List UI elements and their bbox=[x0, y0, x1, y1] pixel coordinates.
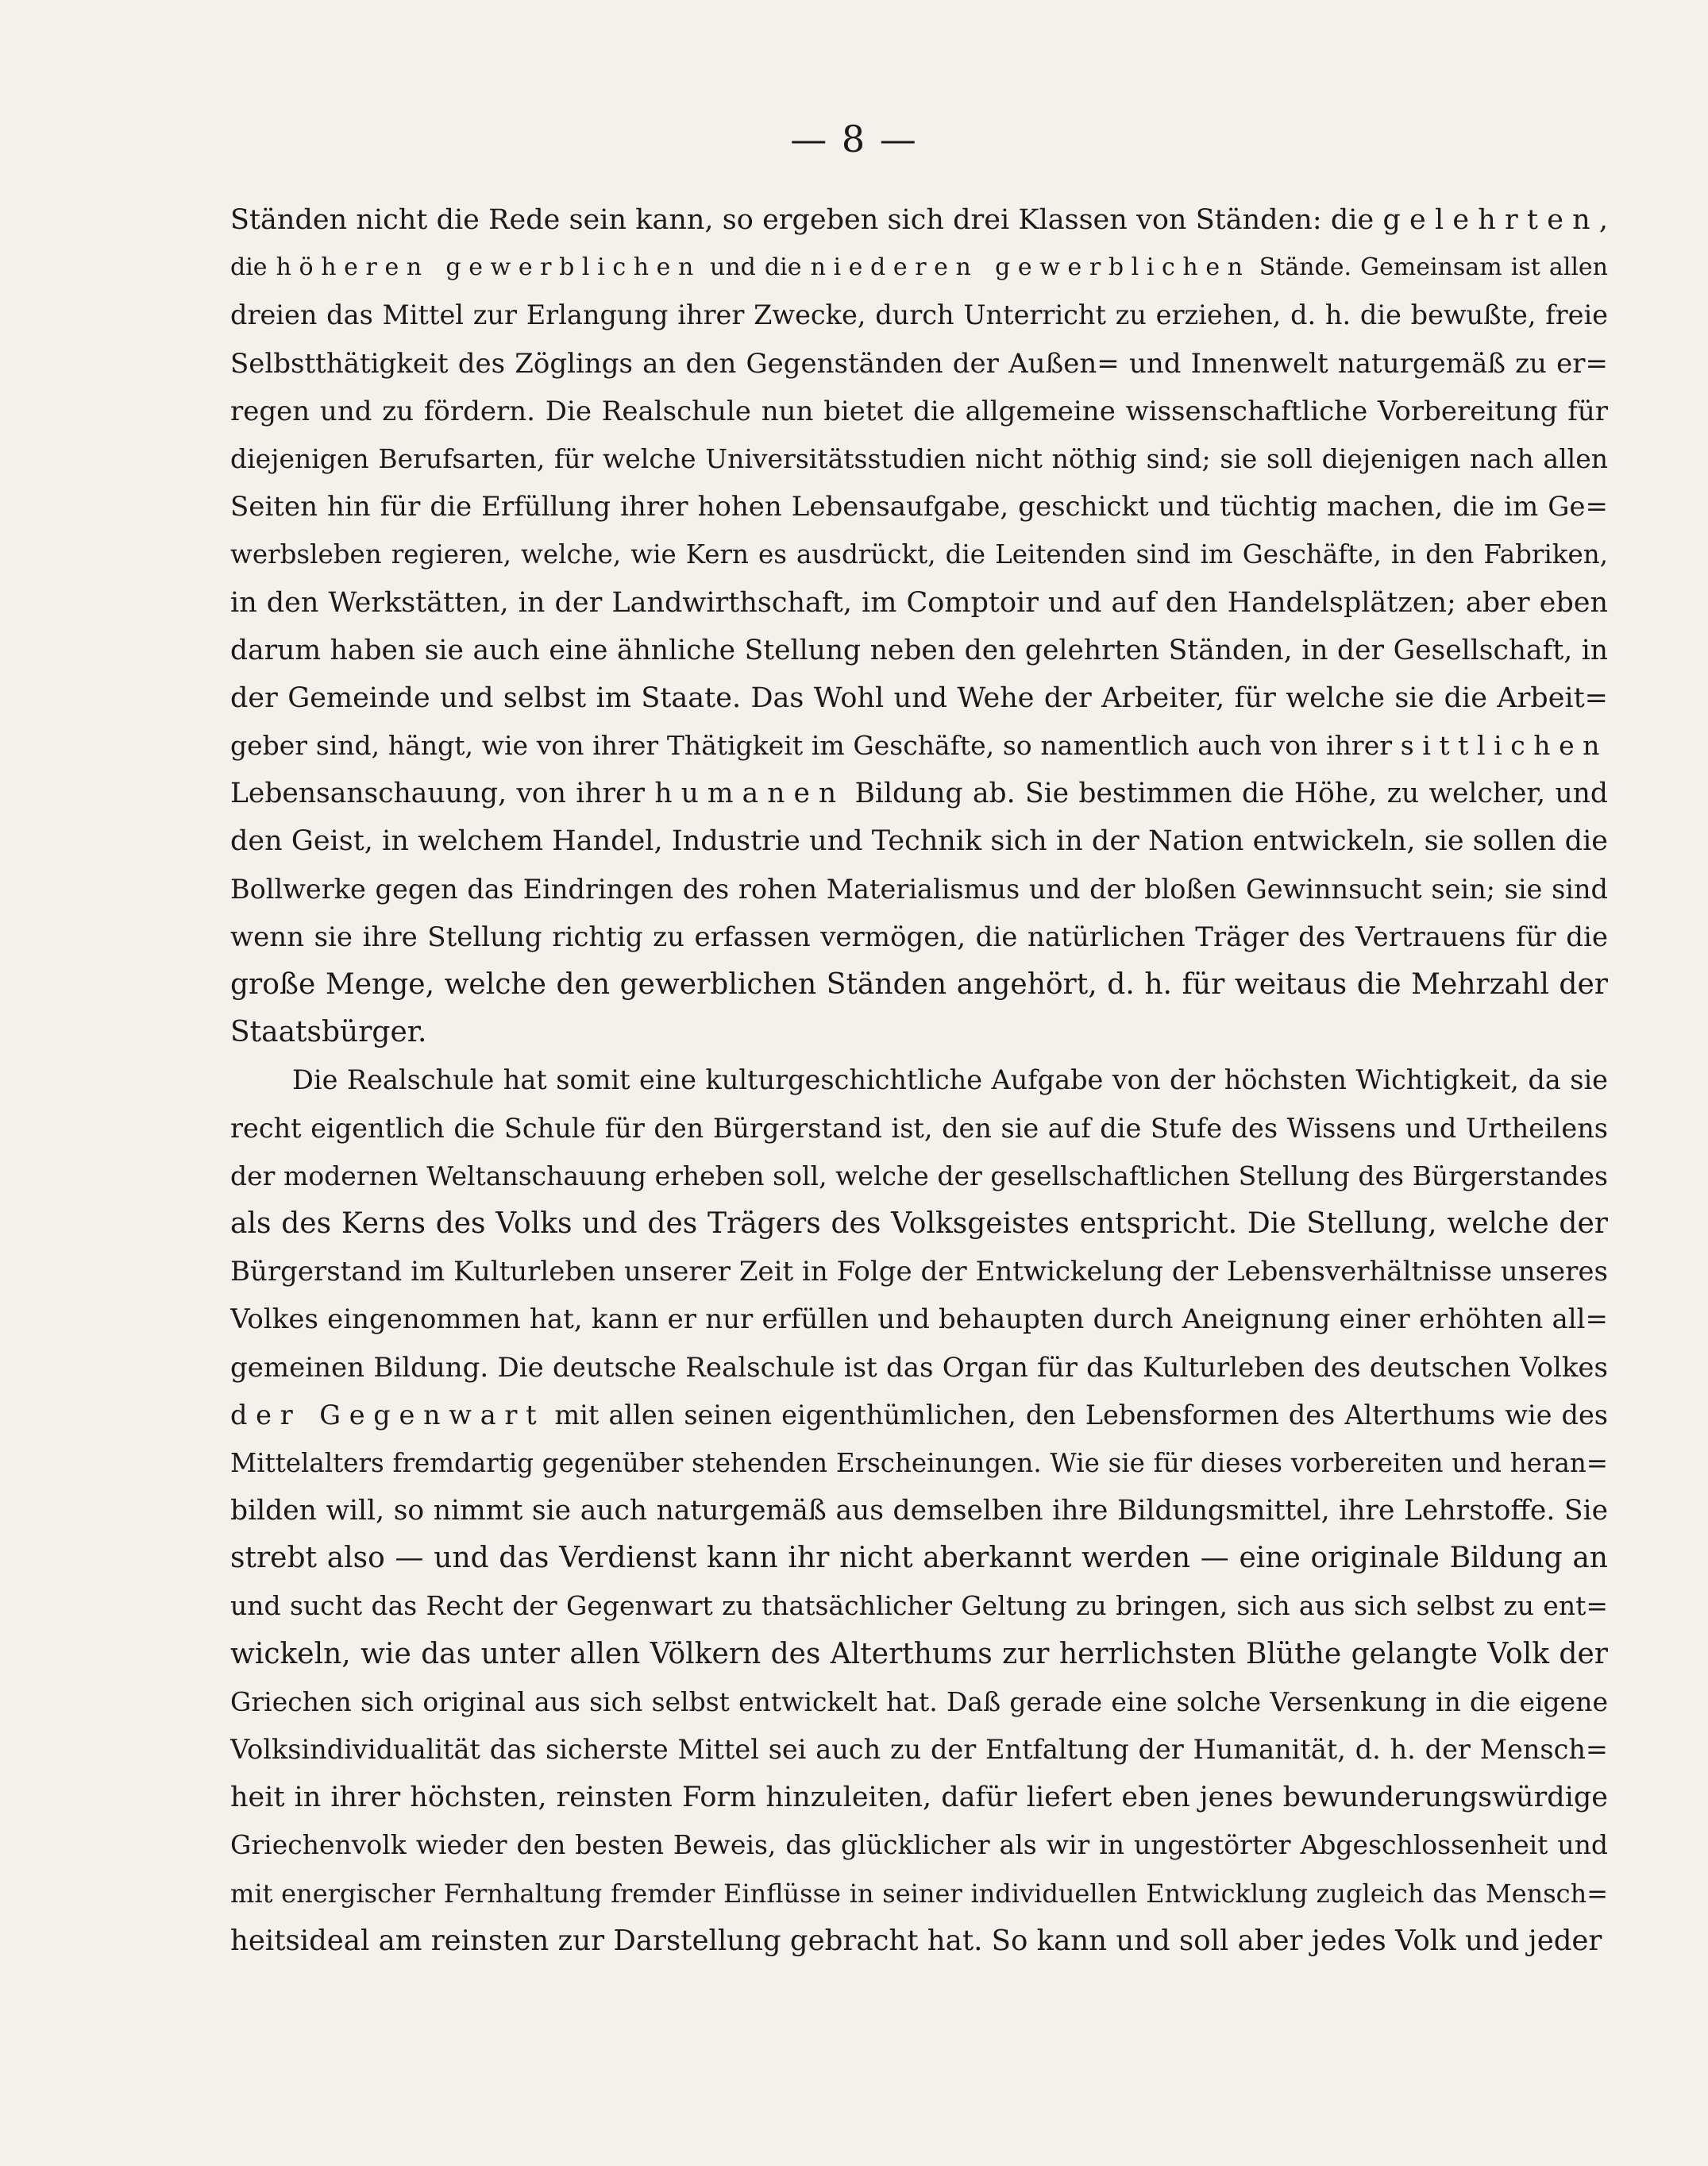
text-run: Ständen nicht die Rede sein kann, so ergeben sich drei Klassen von Ständen: die bbox=[230, 204, 1383, 236]
text-run: und die bbox=[700, 253, 811, 282]
text-run: regen und zu fördern. Die Realschule nun bietet die allgemeine wissenschaftliche Vorbereitung für bbox=[230, 395, 1608, 427]
text-run: als des Kerns des Volks und des Trägers des Volksgeistes entspricht. Die Stellung, welche der bbox=[230, 1207, 1608, 1240]
text-run: heitsideal am reinsten zur Darstellung gebracht hat. So kann und soll aber jedes Volk und jeder bbox=[230, 1924, 1602, 1957]
text-line bbox=[230, 770, 1608, 817]
text-line bbox=[230, 1631, 1608, 1678]
text-run: Griechen sich original aus sich selbst entwickelt hat. Daß gerade eine solche Versenkung in die eigene bbox=[230, 1685, 1608, 1717]
text-line bbox=[230, 1487, 1608, 1535]
text-line bbox=[230, 292, 1608, 339]
text-run: der Gemeinde und selbst im Staate. Das Wohl und Wehe der Arbeiter, für welche sie die Arbeit= bbox=[230, 681, 1608, 714]
text-run: Selbstthätigkeit des Zöglings an den Gegenständen der Außen= und Innenwelt naturgemäß zu er= bbox=[230, 347, 1608, 380]
text-run: diejenigen Berufsarten, für welche Universitätsstudien nicht nöthig sind; sie soll diejenigen nach allen bbox=[230, 442, 1608, 474]
text-run: bilden will, so nimmt sie auch naturgemäß aus demselben ihre Bildungsmittel, ihre Lehrstoffe. Sie bbox=[230, 1495, 1608, 1527]
text-run: recht eigentlich die Schule für den Bürgerstand ist, den sie auf die Stufe des Wissens und Urtheilens bbox=[230, 1112, 1608, 1144]
text-run: Volkes eingenommen hat, kann er nur erfüllen und behaupten durch Aneignung einer erhöhten all= bbox=[230, 1303, 1608, 1336]
text-line bbox=[230, 1582, 1608, 1630]
text-line bbox=[230, 627, 1608, 674]
text-run: den Geist, in welchem Handel, Industrie und Technik sich in der Nation entwickeln, sie sollen die bbox=[230, 825, 1608, 858]
text-run: Mittelalters fremdartig gegenüber stehenden Erscheinungen. Wie sie für dieses vorbereiten und heran= bbox=[230, 1447, 1608, 1478]
text-line bbox=[230, 1535, 1608, 1582]
text-run: Bollwerke gegen das Eindringen des rohen Materialismus und der bloßen Gewinnsucht sein; sie sind bbox=[230, 873, 1608, 905]
spaced-emphasis: niederen gewerblichen bbox=[810, 253, 1251, 282]
text-run: der modernen Weltanschauung erheben soll, welche der gesellschaftlichen Stellung des Bürgerstandes bbox=[230, 1160, 1608, 1191]
text-line bbox=[230, 1821, 1608, 1869]
text-line bbox=[230, 1056, 1608, 1104]
text-run: und sucht das Recht der Gegenwart zu thatsächlicher Geltung zu bringen, sich aus sich selbst zu ent= bbox=[230, 1590, 1608, 1622]
text-line bbox=[230, 388, 1608, 435]
text-run: Seiten hin für die Erfüllung ihrer hohen Lebensaufgabe, geschickt und tüchtig machen, die im Ge= bbox=[230, 491, 1608, 523]
text-run: Lebensanschauung, von ihrer bbox=[230, 778, 655, 810]
text-line bbox=[230, 435, 1608, 483]
text-run: Bildung ab. Sie bestimmen die Höhe, zu welcher, und bbox=[845, 778, 1608, 810]
text-line bbox=[230, 196, 1608, 244]
spaced-emphasis: gelehrten bbox=[1382, 204, 1599, 236]
text-line bbox=[230, 1152, 1608, 1200]
text-run: Bürgerstand im Kulturleben unserer Zeit in Folge der Entwickelung der Lebensverhältnisse unseres bbox=[230, 1256, 1608, 1288]
text-line bbox=[230, 1774, 1608, 1821]
spaced-emphasis: höheren gewerblichen bbox=[276, 253, 701, 282]
text-line bbox=[230, 1105, 1608, 1152]
text-line bbox=[230, 817, 1608, 865]
text-run: in den Werkstätten, in der Landwirthschaft, im Comptoir und auf den Handelsplätzen; aber eben bbox=[230, 586, 1608, 619]
text-line bbox=[230, 1200, 1608, 1248]
text-line bbox=[230, 674, 1608, 722]
text-run: große Menge, welche den gewerblichen Ständen angehört, d. h. für weitaus die Mehrzahl der bbox=[230, 968, 1608, 1001]
text-run: Staatsbürger. bbox=[230, 1016, 427, 1049]
text-line bbox=[230, 961, 1608, 1009]
text-line bbox=[230, 866, 1608, 913]
text-run: gemeinen Bildung. Die deutsche Realschule ist das Organ für das Kulturleben des deutschen Volkes bbox=[230, 1351, 1608, 1384]
text-line bbox=[230, 722, 1608, 770]
text-line bbox=[230, 579, 1608, 627]
text-run: Die Realschule hat somit eine kulturgeschichtliche Aufgabe von der höchsten Wichtigkeit, da sie bbox=[292, 1064, 1608, 1096]
text-run: Volksindividualität das sicherste Mittel sei auch zu der Entfaltung der Humanität, d. h. der Mensch= bbox=[230, 1734, 1608, 1765]
text-line bbox=[230, 244, 1608, 292]
text-line bbox=[230, 483, 1608, 531]
text-line bbox=[230, 1678, 1608, 1726]
text-run: die bbox=[230, 253, 276, 282]
text-run: mit allen seinen eigenthümlichen, den Lebensformen des Alterthums wie des bbox=[545, 1399, 1608, 1430]
text-line bbox=[230, 1009, 1608, 1056]
text-line bbox=[230, 1344, 1608, 1392]
text-line bbox=[230, 531, 1608, 578]
text-line bbox=[230, 1248, 1608, 1295]
spaced-emphasis: der Gegenwart bbox=[230, 1399, 546, 1430]
spaced-emphasis: humanen bbox=[654, 778, 846, 810]
text-line bbox=[230, 1392, 1608, 1439]
text-line bbox=[230, 1917, 1608, 1965]
text-run: strebt also — und das Verdienst kann ihr nicht aberkannt werden — eine originale Bildung an bbox=[230, 1542, 1608, 1575]
text-run: werbsleben regieren, welche, wie Kern es ausdrückt, die Leitenden sind im Geschäfte, in den Fabriken, bbox=[230, 539, 1608, 570]
text-line bbox=[230, 340, 1608, 388]
text-run: wenn sie ihre Stellung richtig zu erfassen vermögen, die natürlichen Träger des Vertrauens für die bbox=[230, 921, 1608, 953]
text-run: geber sind, hängt, wie von ihrer Thätigkeit im Geschäfte, so namentlich auch von ihrer bbox=[230, 730, 1401, 762]
text-line bbox=[230, 1870, 1608, 1917]
text-run: wickeln, wie das unter allen Völkern des Alterthums zur herrlichsten Blüthe gelangte Volk der bbox=[230, 1637, 1608, 1670]
text-run: Griechenvolk wieder den besten Beweis, das glücklicher als wir in ungestörter Abgeschlossenheit und bbox=[230, 1829, 1608, 1861]
body-text bbox=[230, 196, 1608, 1965]
text-line bbox=[230, 1726, 1608, 1774]
text-run: heit in ihrer höchsten, reinsten Form hinzuleiten, dafür liefert eben jenes bewunderungswürdige bbox=[230, 1782, 1608, 1814]
text-run: mit energischer Fernhaltung fremder Einflüsse in seiner individuellen Entwicklung zugleich das Mensch= bbox=[230, 1878, 1608, 1909]
text-run: darum haben sie auch eine ähnliche Stellung neben den gelehrten Ständen, in der Gesellschaft, in bbox=[230, 634, 1608, 666]
text-run: , bbox=[1598, 204, 1608, 236]
text-line bbox=[230, 913, 1608, 961]
text-line bbox=[230, 1295, 1608, 1343]
page-number: — 8 — bbox=[790, 118, 918, 160]
spaced-emphasis: sittlichen bbox=[1400, 730, 1608, 762]
text-run: Stände. Gemeinsam ist allen bbox=[1250, 253, 1608, 282]
text-line bbox=[230, 1439, 1608, 1487]
text-run: dreien das Mittel zur Erlangung ihrer Zwecke, durch Unterricht zu erziehen, d. h. die bewußte, freie bbox=[230, 299, 1608, 331]
